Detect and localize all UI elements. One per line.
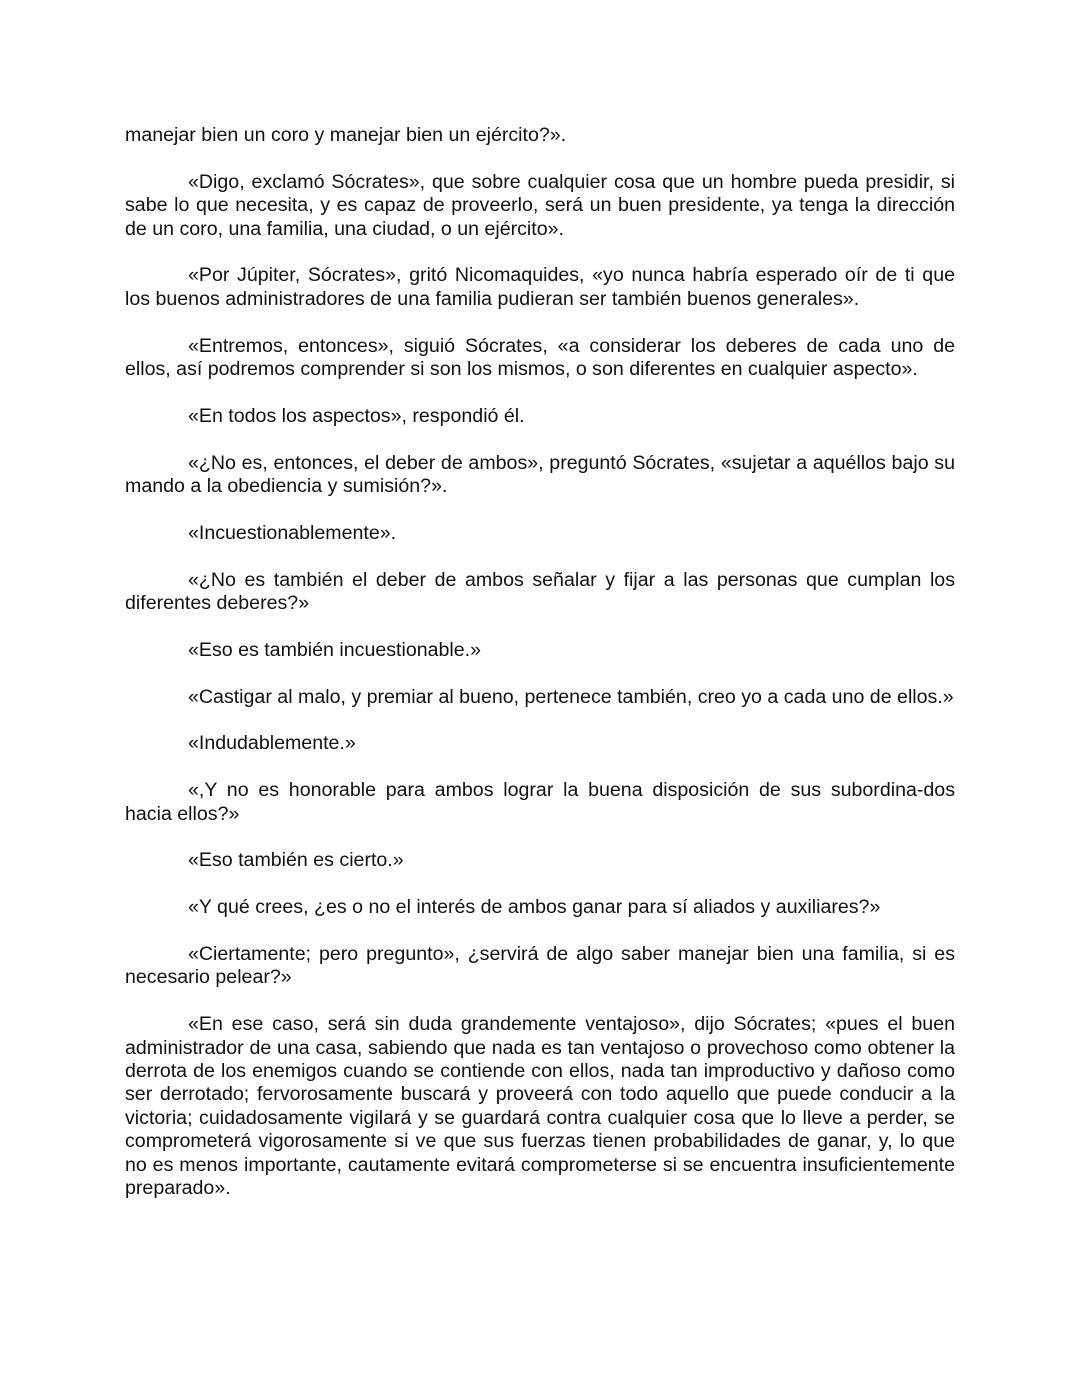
document-page (125, 124, 955, 1224)
paragraph: «¿No es también el deber de ambos señalar y fijar a las personas que cumplan los diferentes deberes?» (125, 568, 955, 615)
paragraph: «En todos los aspectos», respondió él. (188, 404, 525, 427)
paragraph: «Por Júpiter, Sócrates», gritó Nicomaquides, «yo nunca habría esperado oír de ti que los buenos administradores de una familia pudieran ser también buenos generales». (125, 264, 955, 310)
paragraph: «,Y no es honorable para ambos lograr la buena disposición de sus subordina-dos hacia ellos?» (125, 779, 955, 825)
paragraph: «Y qué crees, ¿es o no el interés de ambos ganar para sí aliados y auxiliares?» (188, 896, 881, 919)
paragraph: «Incuestionablemente». (188, 521, 397, 544)
paragraph: «Entremos, entonces», siguió Sócrates, «a considerar los deberes de cada uno de ellos, así podremos comprender si son los mismos, o son diferentes en cualquier aspecto». (125, 334, 955, 381)
paragraph: manejar bien un coro y manejar bien un ejército?». (125, 124, 567, 146)
paragraph: «Ciertamente; pero pregunto», ¿servirá de algo saber manejar bien una familia, si es necesario pelear?» (125, 943, 955, 989)
paragraph: «Digo, exclamó Sócrates», que sobre cualquier cosa que un hombre pueda presidir, si sabe lo que necesita, y es capaz de proveerlo, será un buen presidente, ya tenga la dirección de un coro, una familia, una ciudad, o un ejército». (125, 170, 955, 240)
paragraph: «Indudablemente.» (188, 732, 356, 755)
paragraph: «En ese caso, será sin duda grandemente ventajoso», dijo Sócrates; «pues el buen administrador de una casa, sabiendo que nada es tan ventajoso o provechoso como obtener la derrota de los enemigos cuando se contiende con ellos, nada tan improductivo y dañoso como ser derrotado; fervorosamente buscará y proveerá con todo aquello que puede conducir a la victoria; cuidadosamente vigilará y se guardará contra cualquier cosa que lo lleve a perder, se comprometerá vigorosamente si ve que sus fuerzas tienen probabilidades de ganar, y, lo que no es menos importante, cautamente evitará comprometerse si se encuentra insuficientemente preparado». (125, 1013, 955, 1200)
paragraph: «¿No es, entonces, el deber de ambos», preguntó Sócrates, «sujetar a aquéllos bajo su mando a la obediencia y sumisión?». (125, 451, 955, 498)
paragraph: «Eso es también incuestionable.» (188, 638, 482, 661)
paragraph: «Castigar al malo, y premiar al bueno, pertenece también, creo yo a cada uno de ellos.» (188, 685, 954, 708)
paragraph: «Eso también es cierto.» (188, 849, 404, 872)
